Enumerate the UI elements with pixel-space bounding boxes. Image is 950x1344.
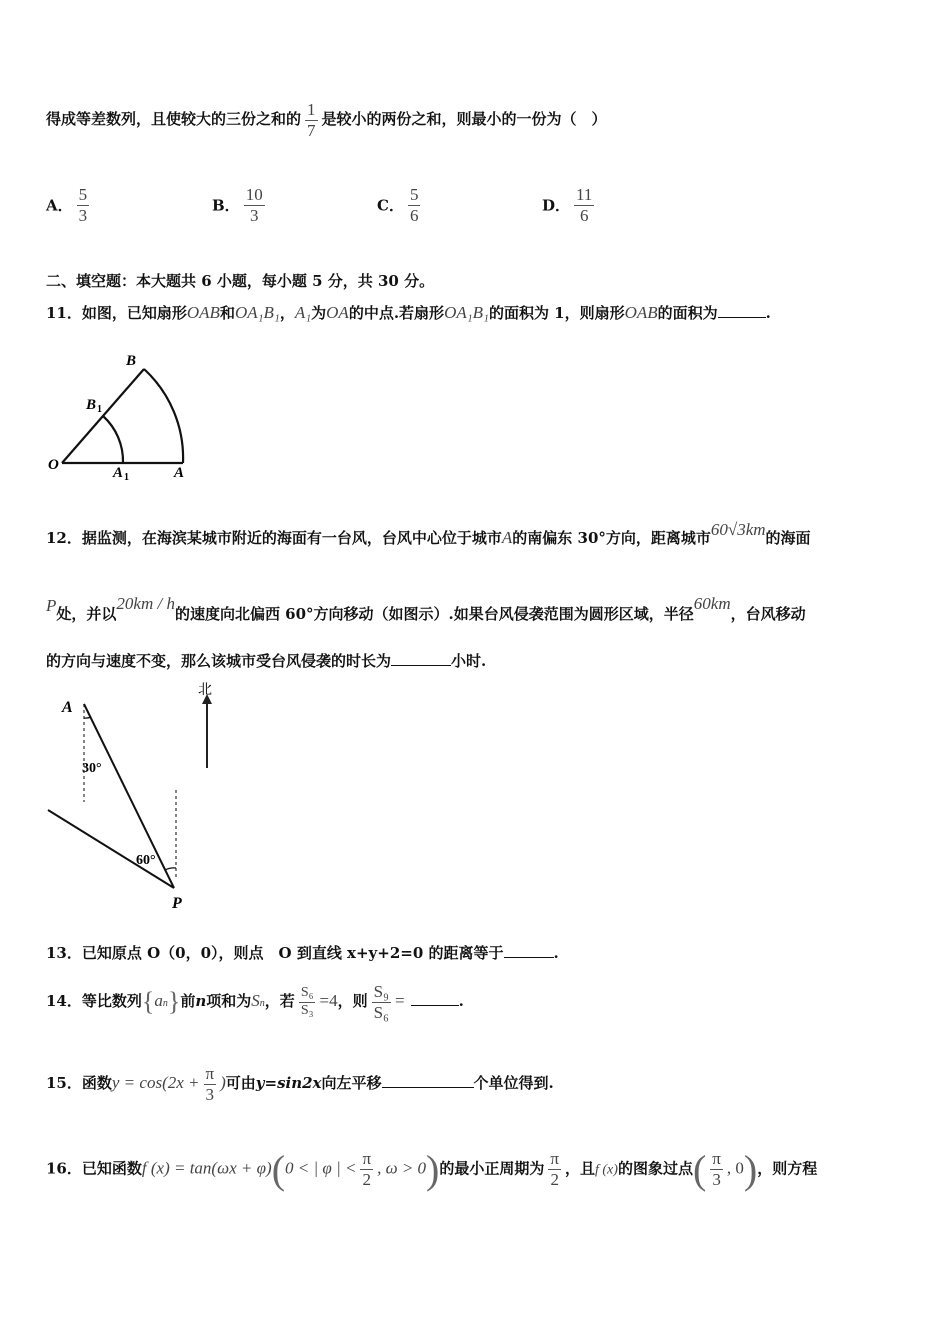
frac-num: π [550,1149,559,1169]
option-fraction [244,185,265,225]
q12-text: 的速度向北偏西 60°方向移动（如图示）.如果台风侵袭范围为圆形区域，半径 [174,605,694,623]
option-fraction [408,185,421,225]
q16-text: ，则方程 [757,1159,818,1178]
q14-math: S [251,991,260,1011]
q15-answer-blank[interactable] [382,1087,474,1088]
frac-den: S₃ [300,1002,314,1018]
q12-number: 12． [46,529,82,547]
angle-arc-60 [165,868,176,870]
q14-text: 等比数列 [81,992,142,1011]
q11-answer-blank[interactable] [718,317,766,318]
option-num: 11 [576,185,593,204]
q10-option-c[interactable] [377,185,424,225]
q11-math: A₁ [294,303,312,322]
q15-math: y = cos(2x + [111,1073,200,1093]
option-label: D． [542,196,571,215]
q16-text: ，且 [564,1159,595,1178]
frac-den: 2 [360,1169,373,1190]
q12-math: P [46,596,57,615]
q14-math: =4 [319,991,338,1011]
q11-t2: 和 [219,304,235,322]
q12-line-2 [46,594,806,624]
q11-t4: 为 [311,304,327,322]
label-a1: A [113,465,124,481]
label-60-deg: 60° [136,853,156,868]
q16-math: 0 < | φ | < [285,1158,357,1178]
label-30-deg: 30° [82,761,102,776]
q16-point-fraction [710,1149,723,1189]
q15-text: 个单位得到. [473,1074,554,1093]
q14-fraction-2 [372,982,391,1022]
label-a1-sub: 1 [124,472,129,483]
angle-arc-30 [84,717,91,718]
q10-frac-num: 1 [307,100,316,119]
arc-a1b1 [103,416,123,463]
q15-text: 向左平移 [321,1074,382,1093]
q16-stem [46,1146,817,1193]
q12-math: 60√3km [710,520,766,539]
q15-number: 15． [46,1074,82,1093]
q11-math: OA₁B₁ [444,303,489,322]
q11-stem [46,302,771,323]
option-label: B． [212,196,240,215]
q10-text-a: 得成等差数列，且使较大的三份之和的 [46,110,302,129]
q14-fraction-1 [299,985,316,1018]
q10-option-d[interactable] [542,185,598,225]
frac-den: 3 [204,1084,217,1105]
label-a: A [174,465,185,481]
q11-t1: 如图，已知扇形 [81,304,187,322]
q12-text: ，台风移动 [730,605,806,623]
q15-func: y=sin2x [255,1074,322,1093]
q10-option-b[interactable] [212,185,269,225]
q16-math: , ω > 0 [377,1158,427,1178]
left-paren: ( [692,1147,707,1192]
option-fraction [574,185,594,225]
option-num: 10 [245,185,263,204]
q13-answer-blank[interactable] [504,957,554,958]
frac-den: S₆ [373,1002,389,1022]
q12-line-1 [46,520,811,548]
right-paren: ) [426,1147,440,1192]
q15-text: 函数 [81,1074,112,1093]
q13-end: . [553,944,559,962]
frac-den: 2 [548,1169,561,1190]
north-label: 北 [198,683,212,698]
label-b1-sub: 1 [97,404,102,415]
q14-text: 前 [180,992,196,1011]
q12-math: 60km [693,594,731,613]
q12-math: 20km / h [116,594,175,613]
q14-end: . [458,992,464,1011]
q13-stem [46,942,559,963]
q15-fraction [204,1064,217,1104]
frac-num: S₉ [373,982,389,1001]
q16-math: , 0 [726,1158,744,1178]
q10-frac-den: 7 [307,120,316,140]
right-paren: ) [743,1147,758,1192]
q14-math: = [394,991,405,1011]
option-den: 6 [574,205,594,226]
q14-answer-blank[interactable] [411,1005,459,1006]
q10-stem [46,100,607,140]
option-num: 5 [78,185,88,204]
option-fraction [77,185,90,225]
right-brace: } [167,987,181,1017]
q12-typhoon-figure [40,680,240,920]
left-paren: ( [271,1147,286,1192]
q14-number: 14． [46,992,82,1011]
q12-answer-blank[interactable] [391,665,451,666]
frac-num: π [205,1064,215,1083]
option-den: 3 [244,205,265,226]
label-a: A [62,699,73,716]
q11-t3: ， [279,304,295,322]
q14-math: a [154,991,163,1011]
q11-t6: 的面积为 1，则扇形 [488,304,625,322]
q16-math: f (x) [595,1162,618,1178]
q12-text: 据监测，在海滨某城市附近的海面有一台风，台风中心位于城市 [81,529,502,547]
q11-sector-figure [40,345,200,485]
q12-text: 的方向与速度不变，那么该城市受台风侵袭的时长为 [46,652,392,670]
q11-t5: 的中点.若扇形 [348,304,445,322]
option-label: A． [46,196,73,215]
q11-math: OAB [186,303,220,322]
q10-option-a[interactable] [46,185,93,225]
q16-math: f (x) = tan(ωx + φ) [141,1158,272,1178]
label-b1: B [86,397,97,413]
q16-text: 已知函数 [81,1159,142,1178]
q16-period-fraction [548,1149,561,1189]
q10-fraction [305,100,318,140]
arc-ab [144,369,183,463]
q13-text: 已知原点 O（0，0），则点 O 到直线 x+y+2=0 的距离等于 [81,944,504,962]
q11-t8: . [765,304,771,322]
frac-num: π [362,1149,372,1169]
q16-text: 的图象过点 [617,1159,693,1178]
section-heading: 二、填空题：本大题共 6 小题，每小题 5 分，共 30 分。 [46,272,435,290]
q14-text: ，则 [337,992,368,1011]
label-b: B [126,353,137,369]
q12-math: A [501,528,513,547]
q10-text-b: 是较小的两份之和，则最小的一份为（ ） [321,110,607,129]
q11-math: OAB [624,303,658,322]
q13-number: 13． [46,944,82,962]
q15-math: ) [220,1073,226,1093]
option-num: 5 [409,185,419,204]
q15-stem [46,1064,554,1104]
q11-t7: 的面积为 [657,304,718,322]
q12-text: 的南偏东 30°方向，距离城市 [512,529,711,547]
label-p: P [172,895,182,912]
q16-text: 的最小正周期为 [439,1159,545,1178]
label-o: O [48,457,59,473]
frac-num: π [712,1149,721,1169]
option-den: 3 [78,205,88,225]
q12-text: 的海面 [765,529,811,547]
option-label: C． [377,196,404,215]
q11-number: 11． [46,304,82,322]
q11-math: OA [326,303,349,322]
left-brace: { [141,987,155,1017]
option-den: 6 [409,205,419,225]
q14-text: 项和为 [206,992,252,1011]
q16-number: 16． [46,1159,82,1178]
q12-line-3 [46,650,486,671]
q12-text: 小时. [451,652,487,670]
q11-math: OA₁B₁ [234,303,280,322]
frac-num: S₆ [300,985,314,1001]
q16-cond-fraction [360,1149,373,1189]
q12-text: 处，并以 [56,605,117,623]
q14-n: n [195,992,207,1011]
q15-text: 可由 [225,1074,256,1093]
q14-math-sub: n [259,998,265,1010]
frac-den: 3 [710,1169,723,1190]
q14-stem [46,982,464,1022]
q14-text: ，若 [264,992,295,1011]
q14-math-sub: n [162,998,168,1010]
